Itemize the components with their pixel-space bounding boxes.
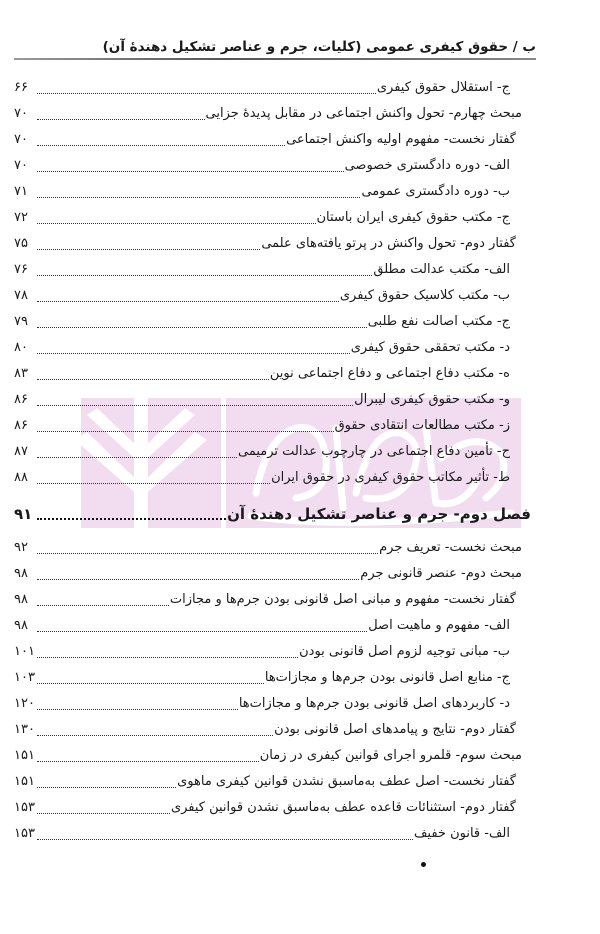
dot-leader	[37, 259, 372, 281]
toc-entry-page: ۸۰	[14, 340, 28, 355]
toc-entry-page: ۷۱	[14, 184, 28, 199]
toc-entry-page: ۱۵۱	[14, 774, 35, 789]
toc-entry-page: ۷۹	[14, 314, 28, 329]
toc-entry[interactable]	[14, 285, 510, 307]
toc-entry[interactable]	[14, 77, 510, 99]
dot-leader	[37, 233, 260, 255]
toc-entry-title: الف- دوره دادگستری خصوصی	[344, 158, 510, 173]
dot-leader	[37, 667, 264, 689]
toc-entry-page: ۷۰	[14, 106, 28, 121]
dot-leader	[37, 181, 360, 203]
dot-leader	[37, 771, 176, 793]
toc-entry-title: مبحث دوم- عنصر قانونی جرم	[360, 566, 522, 581]
toc-entry-page: ۷۵	[14, 236, 28, 251]
dot-leader	[37, 337, 350, 359]
toc-entry-title: مبحث چهارم- تحول واکنش اجتماعی در مقابل پدیدهٔ جزایی	[205, 106, 522, 121]
header-rule	[14, 58, 536, 60]
toc-entry-page: ۹۲	[14, 540, 28, 555]
toc-entry[interactable]	[14, 337, 510, 359]
toc-entry[interactable]	[14, 823, 510, 845]
page-marker-dot	[421, 862, 426, 867]
dot-leader	[37, 363, 269, 385]
toc-entry-page: ۸۳	[14, 366, 28, 381]
dot-leader	[37, 285, 339, 307]
toc-entry-title: ط- تأثیر مکاتب حقوق کیفری در حقوق ایران	[271, 470, 510, 485]
toc-entry[interactable]	[14, 129, 516, 151]
toc-entry-page: ۷۶	[14, 262, 28, 277]
dot-leader	[37, 311, 367, 333]
toc-entry[interactable]	[14, 693, 510, 715]
toc-entry-page: ۹۸	[14, 592, 28, 607]
toc-entry-title: گفتار نخست- اصل عطف به‌ماسبق نشدن قوانین کیفری ماهوی	[177, 774, 516, 789]
toc-entry-page: ۹۸	[14, 566, 28, 581]
dot-leader	[37, 823, 413, 845]
toc-entry-page: ۷۸	[14, 288, 28, 303]
dot-leader	[37, 615, 367, 637]
toc-entry[interactable]	[14, 389, 510, 411]
dot-leader	[37, 719, 273, 741]
dot-leader	[37, 103, 205, 125]
dot-leader	[37, 155, 344, 177]
toc-entry[interactable]	[14, 181, 510, 203]
toc-entry-page: ۸۶	[14, 392, 28, 407]
dot-leader	[37, 77, 376, 99]
dot-leader	[37, 537, 378, 559]
toc-entry-title: مبحث سوم- قلمرو اجرای قوانین کیفری در زمان	[259, 748, 522, 763]
toc-entry[interactable]	[14, 207, 510, 229]
toc-entry-page: ۱۵۱	[14, 748, 35, 763]
dot-leader	[37, 563, 359, 585]
toc-entry-title: گفتار دوم- استثنائات قاعده عطف به‌ماسبق نشدن قوانین کیفری	[170, 800, 516, 815]
toc-entry[interactable]	[14, 667, 510, 689]
toc-entry[interactable]	[14, 641, 510, 663]
toc-entry-title: الف- مفهوم و ماهیت اصل	[368, 618, 510, 633]
toc-entry-title: ب- مکتب کلاسیک حقوق کیفری	[339, 288, 510, 303]
dot-leader	[37, 467, 270, 489]
toc-entry[interactable]	[14, 537, 522, 559]
toc-entry[interactable]	[14, 103, 522, 125]
toc-entry-title: ه- مکتب دفاع اجتماعی و دفاع اجتماعی نوین	[269, 366, 510, 381]
toc-entry-title: ج- مکتب حقوق کیفری ایران باستان	[316, 210, 510, 225]
dot-leader	[37, 641, 298, 663]
toc-entry-title: د- کاربردهای اصل قانونی بودن جرم‌ها و مجازات‌ها	[238, 696, 510, 711]
toc-entry-title: گفتار نخست- مفهوم اولیه واکنش اجتماعی	[286, 132, 516, 147]
running-header: ب / حقوق کیفری عمومی (کلیات، جرم و عناصر تشکیل دهندهٔ آن)	[102, 39, 536, 55]
toc-entry-page: ۱۰۳	[14, 670, 35, 685]
toc-entry-title: گفتار نخست- مفهوم و مبانی اصل قانونی بودن جرم‌ها و مجازات	[169, 592, 516, 607]
dot-leader	[37, 207, 316, 229]
toc-entry[interactable]	[14, 311, 510, 333]
toc-entry-title: و- مکتب حقوق کیفری لیبرال	[354, 392, 510, 407]
toc-entry-title: ج- استقلال حقوق کیفری	[376, 80, 510, 95]
dot-leader	[37, 693, 238, 715]
toc-entry-page: ۱۲۰	[14, 696, 35, 711]
toc-entry-page: ۶۶	[14, 80, 28, 95]
toc-entry[interactable]	[14, 259, 510, 281]
toc-entry[interactable]	[14, 771, 516, 793]
toc-entry-title: گفتار دوم- نتایج و پیامدهای اصل قانونی بودن	[274, 722, 516, 737]
toc-entry-page: ۷۰	[14, 158, 28, 173]
toc-entry-page: ۹۸	[14, 618, 28, 633]
dot-leader	[37, 129, 285, 151]
toc-chapter-heading[interactable]	[14, 503, 531, 525]
dot-leader	[37, 503, 226, 525]
toc-entry-title: ب- دوره دادگستری عمومی	[361, 184, 510, 199]
toc-entry[interactable]	[14, 415, 510, 437]
toc-entry[interactable]	[14, 745, 522, 767]
toc-entry-page: ۱۵۳	[14, 826, 35, 841]
toc-entry-title: الف- قانون خفیف	[413, 826, 510, 841]
toc-entry[interactable]	[14, 363, 510, 385]
toc-entry-title: فصل دوم- جرم و عناصر تشکیل دهندهٔ آن	[227, 505, 531, 523]
toc-entry[interactable]	[14, 719, 516, 741]
toc-entry[interactable]	[14, 467, 510, 489]
dot-leader	[37, 797, 170, 819]
toc-entry[interactable]	[14, 155, 510, 177]
toc-entry-title: الف- مکتب عدالت مطلق	[373, 262, 510, 277]
dot-leader	[37, 415, 334, 437]
dot-leader	[37, 589, 169, 611]
toc-entry-page: ۸۷	[14, 444, 28, 459]
toc-entry-page: ۱۵۳	[14, 800, 35, 815]
toc-entry-page: ۱۰۱	[14, 644, 35, 659]
toc-entry-page: ۱۳۰	[14, 722, 35, 737]
toc-entry-page: ۸۸	[14, 470, 28, 485]
toc-entry[interactable]	[14, 563, 522, 585]
toc-entry[interactable]	[14, 797, 516, 819]
toc-entry-title: ز- مکتب مطالعات انتقادی حقوق	[334, 418, 510, 433]
toc-entry[interactable]	[14, 233, 516, 255]
toc-entry[interactable]	[14, 441, 510, 463]
toc-entry-title: ح- تأمین دفاع اجتماعی در چارچوب عدالت ترمیمی	[237, 444, 510, 459]
toc-entry-title: د- مکتب تحققی حقوق کیفری	[350, 340, 510, 355]
dot-leader	[37, 441, 237, 463]
toc-entry-title: گفتار دوم- تحول واکنش در پرتو یافته‌های علمی	[261, 236, 516, 251]
toc-entry-page: ۷۲	[14, 210, 28, 225]
dot-leader	[37, 745, 259, 767]
toc-entry[interactable]	[14, 589, 516, 611]
dot-leader	[37, 389, 353, 411]
toc-entry-page: ۹۱	[14, 505, 33, 523]
toc-entry-page: ۸۶	[14, 418, 28, 433]
toc-entry-page: ۷۰	[14, 132, 28, 147]
toc-entry-title: ج- منابع اصل قانونی بودن جرم‌ها و مجازات‌ها	[264, 670, 510, 685]
toc-entry-title: ب- مبانی توجیه لزوم اصل قانونی بودن	[299, 644, 510, 659]
toc-entry[interactable]	[14, 615, 510, 637]
toc-entry-title: ج- مکتب اصالت نفع طلبی	[367, 314, 510, 329]
toc-entry-title: مبحث نخست- تعریف جرم	[379, 540, 522, 555]
